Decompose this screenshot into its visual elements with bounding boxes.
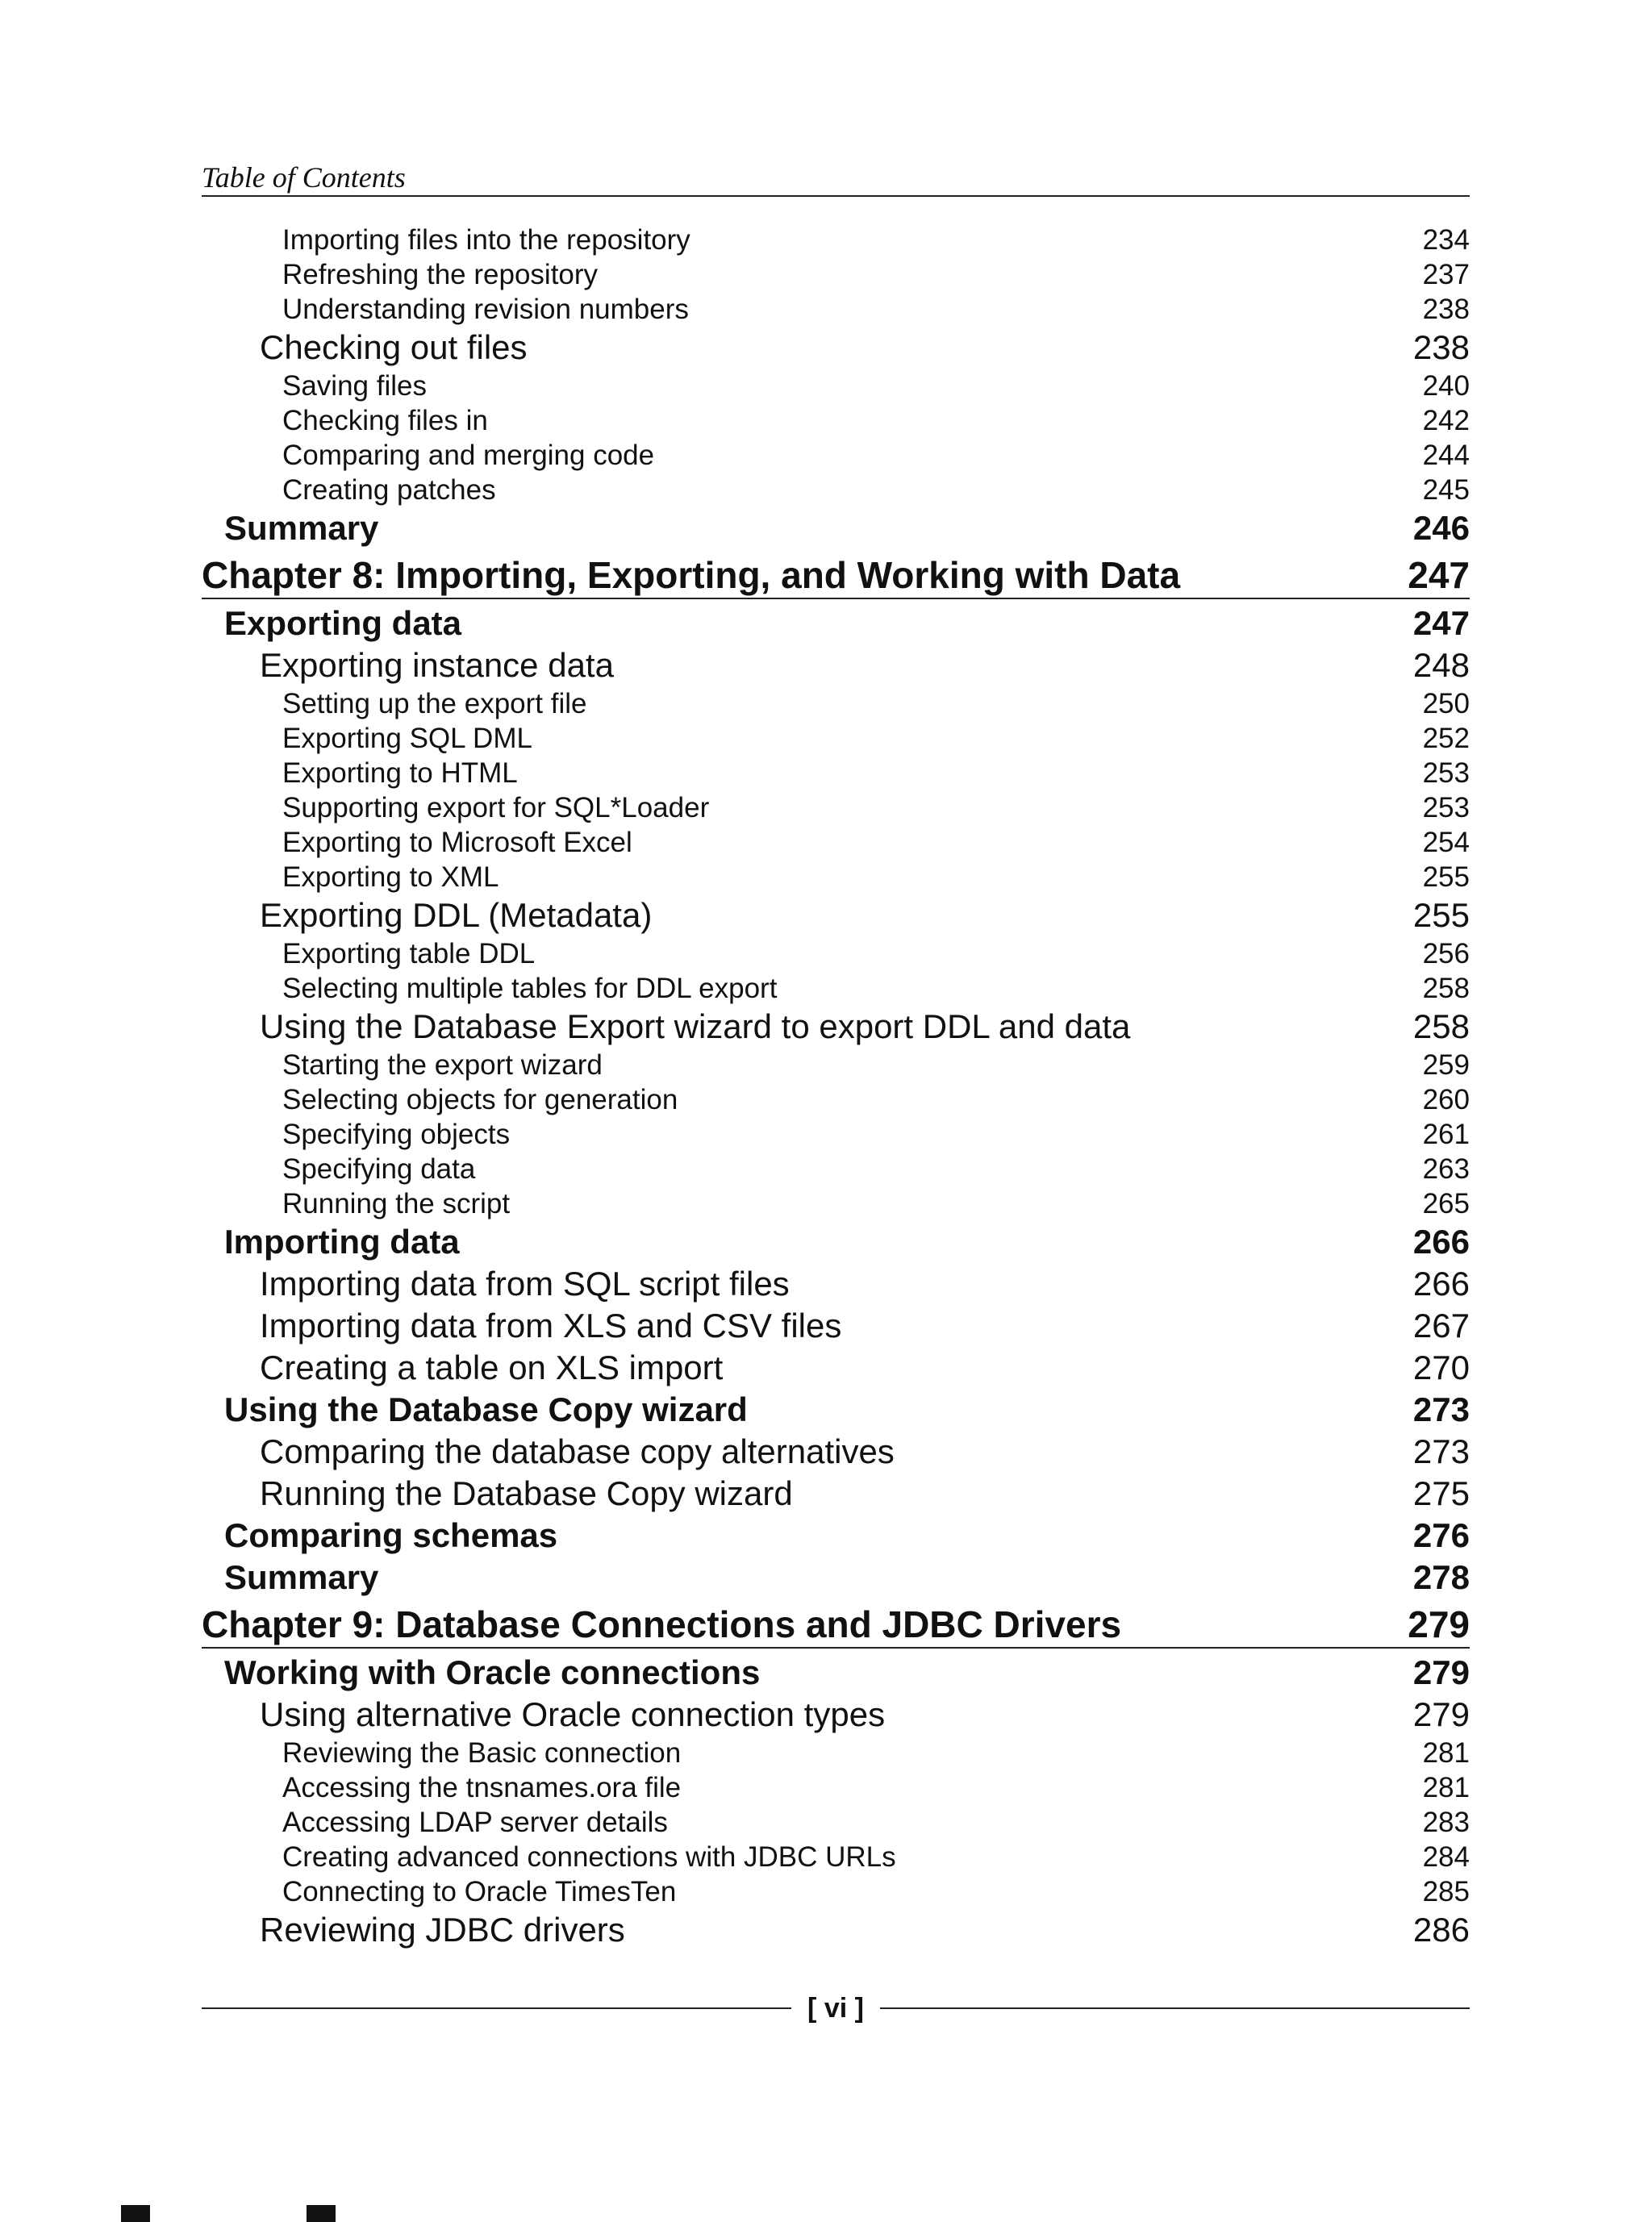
toc-entry-title: Importing files into the repository <box>282 224 690 256</box>
toc-entry-page: 253 <box>1422 792 1470 823</box>
toc-entry-page: 273 <box>1412 1432 1470 1470</box>
subsection-entry[interactable] <box>202 1263 1470 1305</box>
toc-entry-title: Connecting to Oracle TimesTen <box>282 1876 677 1907</box>
toc-entry-page: 256 <box>1422 938 1470 969</box>
toc-entry-title: Reviewing the Basic connection <box>282 1737 682 1769</box>
toc-entry-page: 281 <box>1422 1772 1470 1803</box>
subsubsection-entry[interactable] <box>202 292 1470 327</box>
footer-rule-left <box>202 2007 791 2009</box>
toc-entry-page: 261 <box>1422 1119 1470 1150</box>
subsubsection-entry[interactable] <box>202 860 1470 894</box>
toc-entry-page: 255 <box>1412 896 1470 934</box>
running-head-title: Table of Contents <box>202 161 406 194</box>
subsubsection-entry[interactable] <box>202 1152 1470 1186</box>
section-entry[interactable] <box>202 1652 1470 1694</box>
toc-entry-title: Starting the export wizard <box>282 1049 603 1081</box>
toc-entry-title: Reviewing JDBC drivers <box>260 1911 625 1949</box>
section-entry[interactable] <box>202 1557 1470 1599</box>
page-number: [ vi ] <box>807 1992 864 2024</box>
toc-entry-title: Comparing and merging code <box>282 440 655 471</box>
subsubsection-entry[interactable] <box>202 1736 1470 1770</box>
toc-entry-page: 254 <box>1422 827 1470 858</box>
toc-entry-page: 285 <box>1422 1876 1470 1907</box>
toc-entry-title: Checking out files <box>260 328 528 366</box>
subsubsection-entry[interactable] <box>202 438 1470 473</box>
subsubsection-entry[interactable] <box>202 936 1470 971</box>
toc-entry-title: Refreshing the repository <box>282 259 599 290</box>
toc-entry-page: 279 <box>1412 1695 1470 1733</box>
toc-entry-page: 281 <box>1422 1737 1470 1769</box>
toc-entry-page: 245 <box>1422 474 1470 506</box>
toc-entry-title: Exporting instance data <box>260 646 614 684</box>
table-of-contents <box>202 223 1470 1951</box>
toc-entry-page: 237 <box>1422 259 1470 290</box>
toc-entry-page: 253 <box>1422 757 1470 789</box>
section-entry[interactable] <box>202 1515 1470 1557</box>
toc-entry-page: 265 <box>1422 1188 1470 1219</box>
subsubsection-entry[interactable] <box>202 721 1470 756</box>
toc-entry-page: 247 <box>1412 604 1470 642</box>
toc-entry-page: 286 <box>1412 1911 1470 1949</box>
toc-entry-page: 266 <box>1412 1223 1470 1261</box>
toc-entry-page: 284 <box>1422 1841 1470 1873</box>
toc-entry-page: 266 <box>1412 1265 1470 1303</box>
toc-entry-page: 250 <box>1422 688 1470 719</box>
section-entry[interactable] <box>202 1221 1470 1263</box>
toc-entry-page: 252 <box>1422 723 1470 754</box>
toc-entry-title: Running the Database Copy wizard <box>260 1474 793 1512</box>
toc-entry-title: Chapter 8: Importing, Exporting, and Working with Data <box>202 554 1181 596</box>
toc-entry-title: Accessing LDAP server details <box>282 1807 668 1838</box>
subsubsection-entry[interactable] <box>202 1082 1470 1117</box>
toc-entry-title: Using alternative Oracle connection types <box>260 1695 886 1733</box>
page-footer <box>202 1988 1470 2028</box>
toc-entry-page: 263 <box>1422 1153 1470 1185</box>
toc-entry-page: 247 <box>1408 554 1470 596</box>
toc-entry-page: 259 <box>1422 1049 1470 1081</box>
toc-entry-title: Exporting to XML <box>282 861 499 893</box>
toc-entry-title: Using the Database Export wizard to export DDL and data <box>260 1007 1131 1045</box>
toc-entry-title: Exporting to Microsoft Excel <box>282 827 632 858</box>
subsection-entry[interactable] <box>202 1431 1470 1473</box>
toc-entry-page: 279 <box>1412 1653 1470 1691</box>
toc-entry-title: Importing data <box>224 1223 460 1261</box>
toc-entry-title: Selecting objects for generation <box>282 1084 678 1115</box>
toc-entry-title: Using the Database Copy wizard <box>224 1390 748 1428</box>
section-entry[interactable] <box>202 507 1470 549</box>
toc-entry-title: Importing data from SQL script files <box>260 1265 790 1303</box>
subsection-entry[interactable] <box>202 1006 1470 1048</box>
header-rule <box>202 195 1470 197</box>
toc-entry-page: 242 <box>1422 405 1470 436</box>
toc-entry-title: Comparing the database copy alternatives <box>260 1432 895 1470</box>
toc-entry-page: 279 <box>1408 1603 1470 1645</box>
toc-entry-title: Creating a table on XLS import <box>260 1349 724 1386</box>
toc-entry-page: 246 <box>1412 509 1470 547</box>
subsubsection-entry[interactable] <box>202 257 1470 292</box>
toc-entry-title: Specifying objects <box>282 1119 511 1150</box>
toc-entry-page: 244 <box>1422 440 1470 471</box>
chapter-entry[interactable] <box>202 1602 1470 1649</box>
toc-entry-title: Chapter 9: Database Connections and JDBC Drivers <box>202 1603 1122 1645</box>
subsubsection-entry[interactable] <box>202 1805 1470 1840</box>
section-entry[interactable] <box>202 602 1470 644</box>
subsection-entry[interactable] <box>202 327 1470 369</box>
toc-entry-page: 283 <box>1422 1807 1470 1838</box>
subsubsection-entry[interactable] <box>202 790 1470 825</box>
toc-entry-title: Working with Oracle connections <box>224 1653 761 1691</box>
toc-entry-title: Exporting DDL (Metadata) <box>260 896 653 934</box>
subsubsection-entry[interactable] <box>202 1117 1470 1152</box>
toc-entry-page: 255 <box>1422 861 1470 893</box>
toc-entry-title: Summary <box>224 1558 379 1596</box>
subsubsection-entry[interactable] <box>202 1770 1470 1805</box>
footer-rule-right <box>880 2007 1470 2009</box>
toc-entry-page: 276 <box>1412 1516 1470 1554</box>
toc-entry-page: 270 <box>1412 1349 1470 1386</box>
toc-entry-page: 275 <box>1412 1474 1470 1512</box>
toc-entry-title: Summary <box>224 509 379 547</box>
toc-entry-page: 278 <box>1412 1558 1470 1596</box>
toc-entry-title: Exporting data <box>224 604 462 642</box>
toc-entry-title: Specifying data <box>282 1153 476 1185</box>
toc-entry-page: 273 <box>1412 1390 1470 1428</box>
scan-edge-marks <box>121 2200 323 2222</box>
subsubsection-entry[interactable] <box>202 223 1470 257</box>
subsubsection-entry[interactable] <box>202 403 1470 438</box>
toc-entry-page: 267 <box>1412 1307 1470 1344</box>
toc-entry-title: Exporting SQL DML <box>282 723 532 754</box>
subsubsection-entry[interactable] <box>202 1048 1470 1082</box>
toc-entry-page: 248 <box>1412 646 1470 684</box>
toc-entry-page: 258 <box>1412 1007 1470 1045</box>
subsection-entry[interactable] <box>202 644 1470 686</box>
subsubsection-entry[interactable] <box>202 1186 1470 1221</box>
toc-entry-title: Comparing schemas <box>224 1516 558 1554</box>
subsection-entry[interactable] <box>202 1305 1470 1347</box>
subsection-entry[interactable] <box>202 894 1470 936</box>
subsubsection-entry[interactable] <box>202 369 1470 403</box>
toc-entry-title: Selecting multiple tables for DDL export <box>282 973 778 1004</box>
toc-entry-page: 238 <box>1422 294 1470 325</box>
toc-entry-page: 238 <box>1412 328 1470 366</box>
subsubsection-entry[interactable] <box>202 756 1470 790</box>
subsection-entry[interactable] <box>202 1473 1470 1515</box>
toc-entry-title: Creating patches <box>282 474 496 506</box>
toc-entry-title: Creating advanced connections with JDBC URLs <box>282 1841 896 1873</box>
toc-entry-page: 234 <box>1422 224 1470 256</box>
subsubsection-entry[interactable] <box>202 473 1470 507</box>
toc-entry-title: Understanding revision numbers <box>282 294 689 325</box>
toc-entry-title: Checking files in <box>282 405 488 436</box>
toc-entry-page: 260 <box>1422 1084 1470 1115</box>
subsubsection-entry[interactable] <box>202 1874 1470 1909</box>
toc-entry-page: 258 <box>1422 973 1470 1004</box>
toc-entry-title: Exporting to HTML <box>282 757 518 789</box>
toc-entry-title: Importing data from XLS and CSV files <box>260 1307 842 1344</box>
subsection-entry[interactable] <box>202 1694 1470 1736</box>
toc-entry-title: Running the script <box>282 1188 511 1219</box>
section-entry[interactable] <box>202 1389 1470 1431</box>
subsubsection-entry[interactable] <box>202 686 1470 721</box>
subsubsection-entry[interactable] <box>202 971 1470 1006</box>
subsection-entry[interactable] <box>202 1347 1470 1389</box>
toc-entry-title: Exporting table DDL <box>282 938 536 969</box>
subsubsection-entry[interactable] <box>202 1840 1470 1874</box>
chapter-entry[interactable] <box>202 552 1470 599</box>
toc-entry-page: 240 <box>1422 370 1470 402</box>
subsection-entry[interactable] <box>202 1909 1470 1951</box>
toc-entry-title: Supporting export for SQL*Loader <box>282 792 710 823</box>
toc-entry-title: Setting up the export file <box>282 688 587 719</box>
toc-entry-title: Accessing the tnsnames.ora file <box>282 1772 682 1803</box>
subsubsection-entry[interactable] <box>202 825 1470 860</box>
toc-entry-title: Saving files <box>282 370 427 402</box>
